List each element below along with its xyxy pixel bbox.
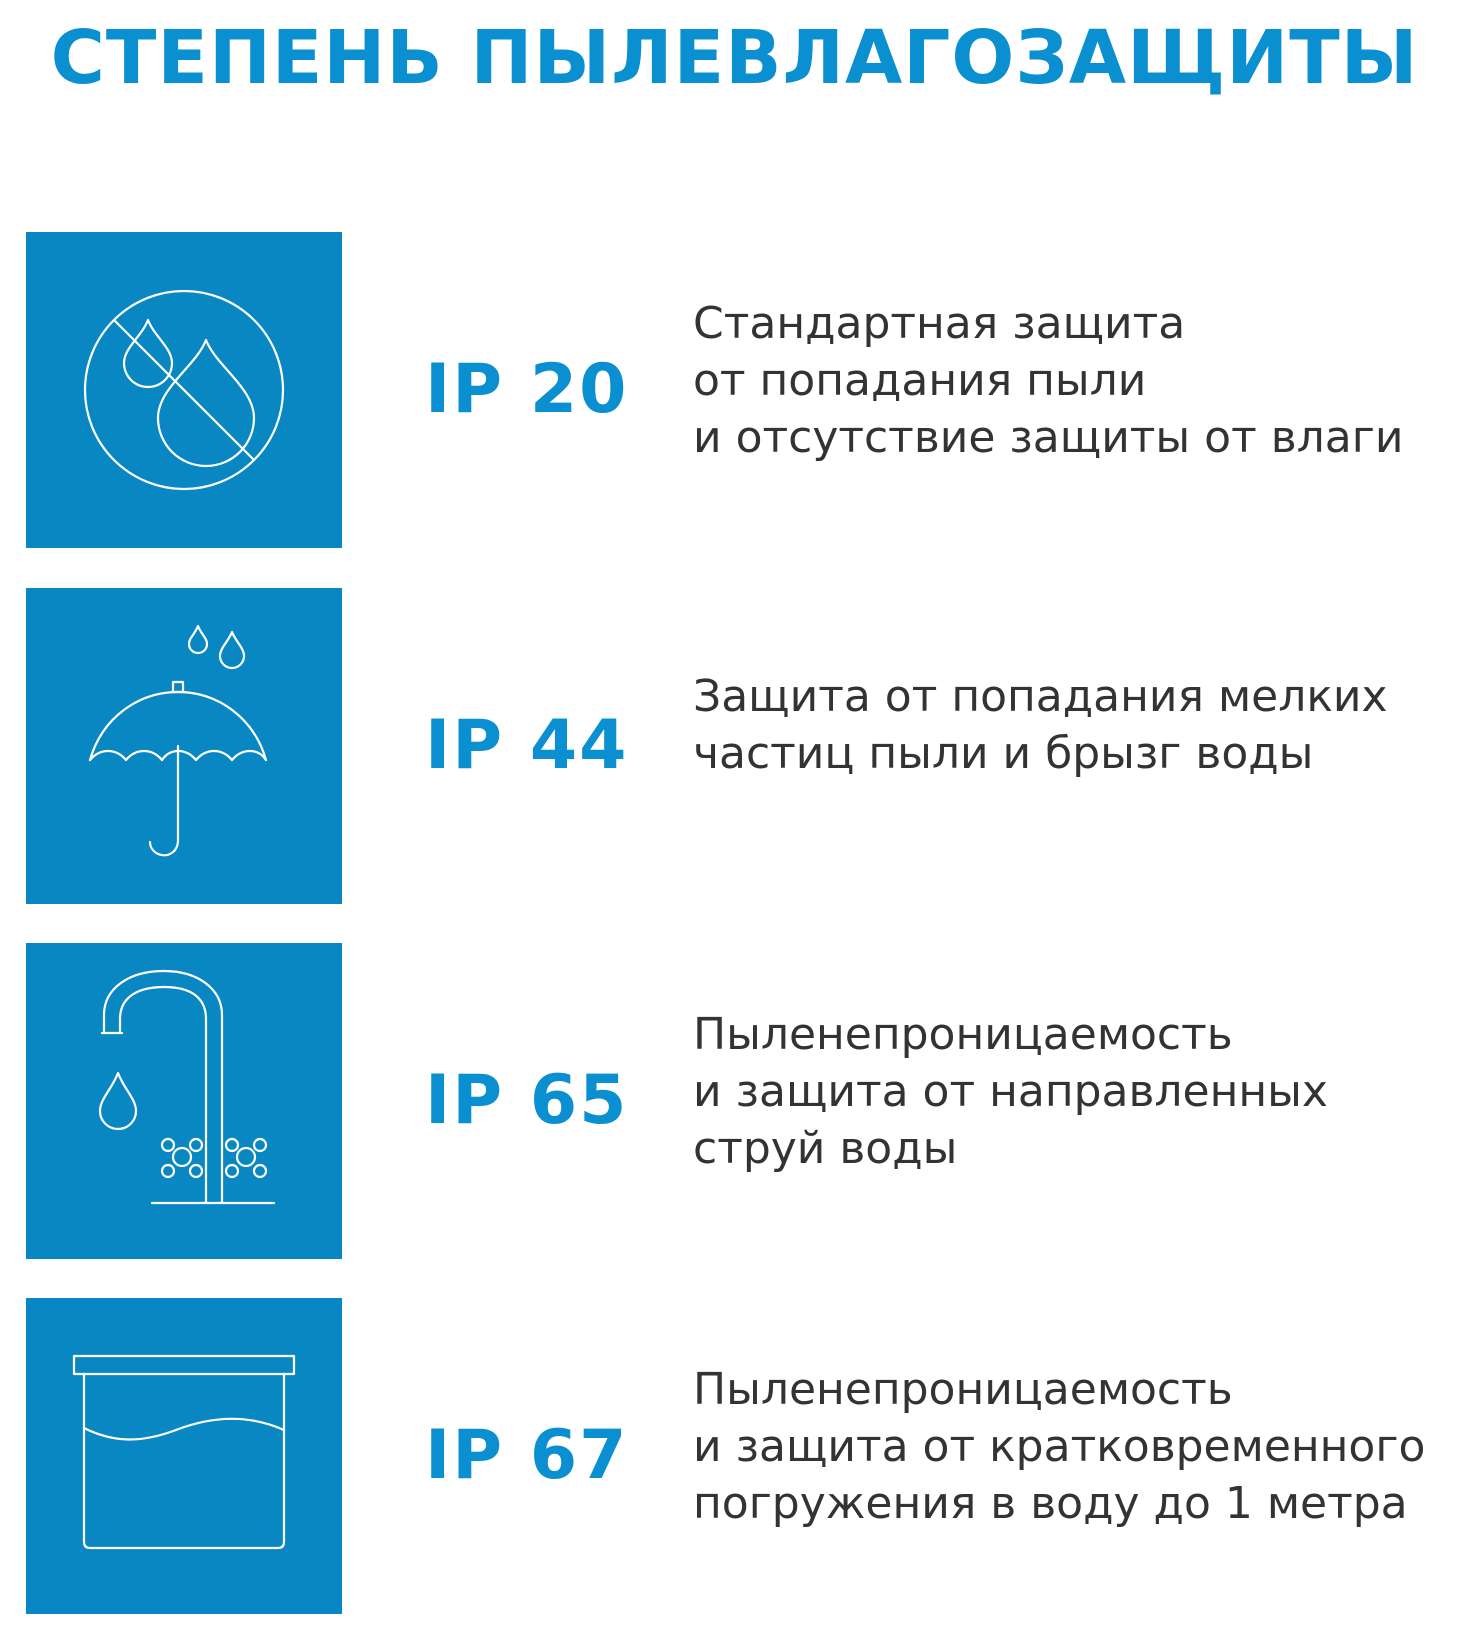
ip-item-67 [0,1298,1469,1616]
umbrella-rain-icon [26,588,342,904]
ip-item-65 [0,943,1469,1261]
description-line: и отсутствие защиты от влаги [693,412,1404,463]
description-line: Защита от попадания мелких [693,671,1388,722]
ip-code: IP 65 [425,1061,629,1140]
icon-tile [26,943,342,1259]
ip-description [693,295,1403,466]
ip-code: IP 67 [425,1416,629,1495]
description-line: Пыленепроницаемость [693,1364,1233,1415]
description-line: и защита от кратковременного [693,1421,1426,1472]
description-line: погружения в воду до 1 метра [693,1478,1408,1529]
icon-tile [26,588,342,904]
description-line: и защита от направленных [693,1066,1328,1117]
description-line: от попадания пыли [693,355,1147,406]
icon-tile [26,1298,342,1614]
no-water-drops-icon [26,232,342,548]
page-title: СТЕПЕНЬ ПЫЛЕВЛАГОЗАЩИТЫ [50,15,1419,101]
description-line: Пыленепроницаемость [693,1009,1233,1060]
ip-item-44 [0,588,1469,906]
water-container-icon [26,1298,342,1614]
ip-code: IP 44 [425,706,629,785]
description-line: Стандартная защита [693,298,1186,349]
ip-description [693,1006,1328,1177]
ip-description [693,668,1388,782]
ip-code: IP 20 [425,350,629,429]
ip-item-20 [0,232,1469,550]
faucet-icon [26,943,342,1259]
ip-description [693,1361,1425,1532]
description-line: частиц пыли и брызг воды [693,728,1314,779]
icon-tile [26,232,342,548]
description-line: струй воды [693,1123,958,1174]
